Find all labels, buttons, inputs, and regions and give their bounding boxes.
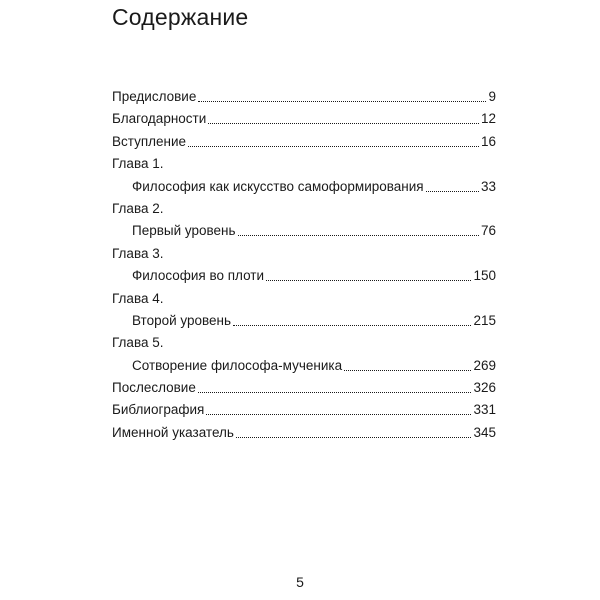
toc-chapter-label: Глава 4. xyxy=(112,290,164,306)
toc-entry-title: Сотворение философа-мученика xyxy=(132,357,343,373)
toc-entry-title: Вступление xyxy=(112,133,187,149)
toc-entry xyxy=(112,312,496,334)
toc-entry-title: Философия как искусство самоформирования xyxy=(132,178,424,194)
toc-chapter-label: Глава 3. xyxy=(112,245,164,261)
toc-entry-title: Именной указатель xyxy=(112,424,234,440)
page-number: 5 xyxy=(296,574,304,590)
toc-entry xyxy=(112,357,496,379)
toc-entry xyxy=(112,379,496,401)
toc-entry-page: 150 xyxy=(473,268,496,284)
toc-entry-title: Благодарности xyxy=(112,111,207,127)
dot-leader xyxy=(426,178,479,192)
toc-entry-page: 12 xyxy=(480,111,496,127)
toc-entry-page: 33 xyxy=(480,178,496,194)
toc-entry xyxy=(112,222,496,244)
toc-entry xyxy=(112,133,496,155)
toc-entry xyxy=(112,178,496,200)
toc-entry-page: 331 xyxy=(473,402,496,418)
toc-chapter-label: Глава 2. xyxy=(112,200,164,216)
dot-leader xyxy=(238,222,479,236)
toc-entry xyxy=(112,88,496,110)
dot-leader xyxy=(266,267,471,281)
dot-leader xyxy=(236,424,472,438)
toc-entry-page: 9 xyxy=(488,89,496,104)
dot-leader xyxy=(198,88,486,102)
toc-entry xyxy=(112,424,496,446)
toc-entry-page: 345 xyxy=(473,424,496,440)
toc-chapter-label: Глава 1. xyxy=(112,156,164,172)
toc-entry-page: 16 xyxy=(480,133,496,149)
dot-leader xyxy=(206,401,471,415)
dot-leader xyxy=(233,312,471,326)
toc-chapter-label: Глава 5. xyxy=(112,335,164,351)
toc-entry xyxy=(112,267,496,289)
table-of-contents xyxy=(112,88,496,446)
toc-entry-title: Послесловие xyxy=(112,380,196,396)
toc-entry-page: 215 xyxy=(473,312,496,328)
dot-leader xyxy=(208,110,479,124)
toc-entry-title: Философия во плоти xyxy=(132,268,265,284)
toc-entry-title: Библиография xyxy=(112,402,205,418)
toc-entry-page: 326 xyxy=(473,380,496,396)
toc-entry-title: Предисловие xyxy=(112,89,197,104)
toc-entry xyxy=(112,401,496,423)
toc-entry-page: 269 xyxy=(473,357,496,373)
toc-entry-title: Второй уровень xyxy=(132,312,232,328)
toc-entry xyxy=(112,110,496,132)
dot-leader xyxy=(188,133,479,147)
toc-entry-title: Первый уровень xyxy=(132,223,236,239)
dot-leader xyxy=(344,357,471,371)
toc-entry-page: 76 xyxy=(480,223,496,239)
dot-leader xyxy=(198,379,472,393)
page-title: Содержание xyxy=(112,4,249,30)
